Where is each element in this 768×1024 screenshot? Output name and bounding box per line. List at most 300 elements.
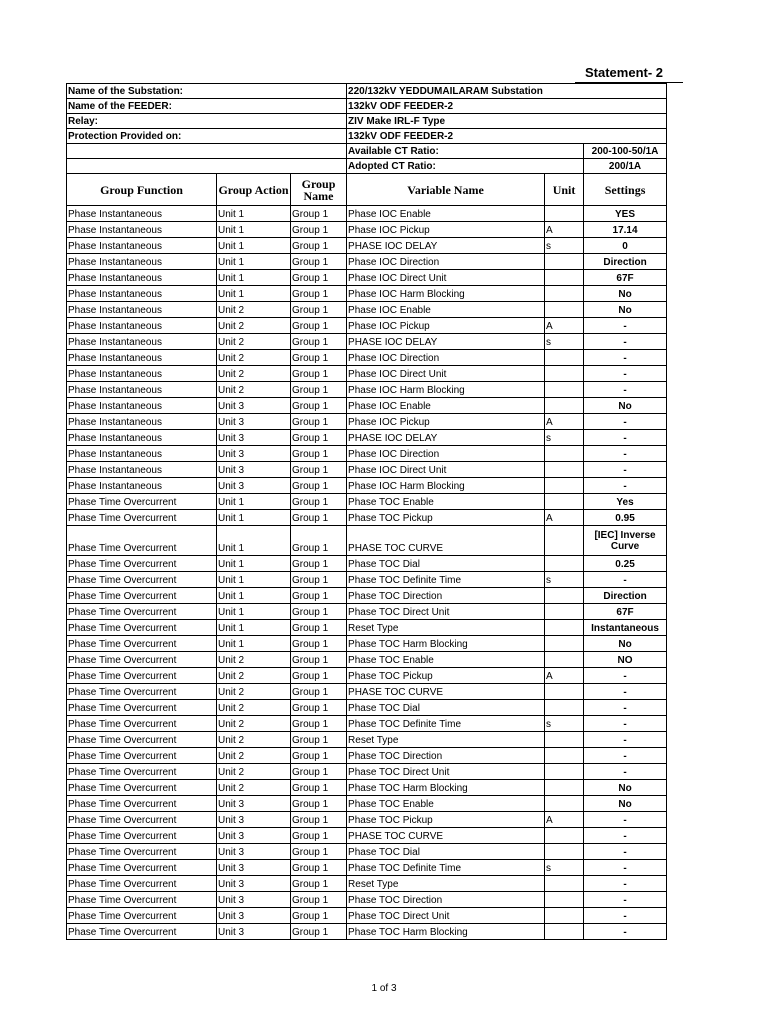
- table-row: [67, 462, 667, 478]
- cell-group-action: Unit 1: [217, 572, 291, 588]
- cell-group-name: Group 1: [291, 446, 347, 462]
- cell-variable-name: Phase IOC Enable: [347, 302, 545, 318]
- cell-group-function: Phase Time Overcurrent: [67, 636, 217, 652]
- cell-setting: 0.95: [584, 510, 667, 526]
- cell-unit: [545, 732, 584, 748]
- table-row: [67, 588, 667, 604]
- cell-variable-name: Phase IOC Harm Blocking: [347, 286, 545, 302]
- cell-variable-name: Phase IOC Harm Blocking: [347, 382, 545, 398]
- protection-label: Protection Provided on:: [67, 129, 347, 144]
- cell-setting: -: [584, 828, 667, 844]
- cell-group-function: Phase Time Overcurrent: [67, 572, 217, 588]
- cell-group-action: Unit 3: [217, 924, 291, 940]
- cell-group-function: Phase Time Overcurrent: [67, 780, 217, 796]
- cell-unit: [545, 828, 584, 844]
- cell-unit: [545, 892, 584, 908]
- available-ct-label: Available CT Ratio:: [347, 144, 584, 159]
- cell-unit: [545, 908, 584, 924]
- table-row: [67, 924, 667, 940]
- cell-group-function: Phase Time Overcurrent: [67, 684, 217, 700]
- cell-variable-name: Phase TOC Dial: [347, 700, 545, 716]
- cell-group-function: Phase Instantaneous: [67, 302, 217, 318]
- cell-setting: -: [584, 382, 667, 398]
- cell-unit: [545, 652, 584, 668]
- cell-group-name: Group 1: [291, 876, 347, 892]
- available-ct-value: 200-100-50/1A: [584, 144, 667, 159]
- cell-group-action: Unit 2: [217, 684, 291, 700]
- cell-group-function: Phase Time Overcurrent: [67, 556, 217, 572]
- cell-group-name: Group 1: [291, 556, 347, 572]
- cell-variable-name: Phase TOC Direct Unit: [347, 764, 545, 780]
- cell-group-action: Unit 3: [217, 908, 291, 924]
- cell-group-action: Unit 1: [217, 636, 291, 652]
- cell-unit: [545, 478, 584, 494]
- cell-group-action: Unit 3: [217, 398, 291, 414]
- cell-variable-name: Phase TOC Enable: [347, 796, 545, 812]
- cell-unit: s: [545, 716, 584, 732]
- cell-unit: [545, 350, 584, 366]
- table-row: [67, 908, 667, 924]
- cell-setting: -: [584, 764, 667, 780]
- cell-group-name: Group 1: [291, 494, 347, 510]
- cell-unit: [545, 366, 584, 382]
- feeder-label: Name of the FEEDER:: [67, 99, 347, 114]
- feeder-row: [67, 99, 667, 114]
- cell-group-action: Unit 2: [217, 748, 291, 764]
- table-row: [67, 414, 667, 430]
- cell-unit: [545, 206, 584, 222]
- cell-unit: A: [545, 414, 584, 430]
- cell-unit: [545, 780, 584, 796]
- cell-variable-name: Phase TOC Dial: [347, 844, 545, 860]
- cell-group-action: Unit 3: [217, 860, 291, 876]
- cell-variable-name: PHASE TOC CURVE: [347, 684, 545, 700]
- cell-unit: [545, 620, 584, 636]
- table-row: [67, 366, 667, 382]
- relay-label: Relay:: [67, 114, 347, 129]
- cell-group-function: Phase Time Overcurrent: [67, 860, 217, 876]
- cell-unit: [545, 302, 584, 318]
- cell-group-action: Unit 1: [217, 494, 291, 510]
- cell-setting: No: [584, 398, 667, 414]
- cell-variable-name: PHASE IOC DELAY: [347, 238, 545, 254]
- cell-variable-name: Phase TOC Definite Time: [347, 572, 545, 588]
- cell-group-function: Phase Time Overcurrent: [67, 716, 217, 732]
- cell-group-action: Unit 1: [217, 286, 291, 302]
- cell-unit: [545, 588, 584, 604]
- cell-variable-name: Phase TOC Direction: [347, 748, 545, 764]
- substation-row: [67, 84, 667, 99]
- cell-group-action: Unit 1: [217, 238, 291, 254]
- cell-setting: No: [584, 796, 667, 812]
- cell-unit: s: [545, 334, 584, 350]
- table-row: [67, 796, 667, 812]
- table-row: [67, 748, 667, 764]
- cell-group-function: Phase Time Overcurrent: [67, 876, 217, 892]
- cell-group-function: Phase Time Overcurrent: [67, 652, 217, 668]
- cell-group-action: Unit 1: [217, 588, 291, 604]
- table-body: [67, 206, 667, 940]
- cell-variable-name: Phase TOC Direction: [347, 892, 545, 908]
- cell-unit: A: [545, 510, 584, 526]
- cell-group-function: Phase Time Overcurrent: [67, 812, 217, 828]
- table-row: [67, 510, 667, 526]
- cell-group-name: Group 1: [291, 302, 347, 318]
- table-row: [67, 812, 667, 828]
- cell-unit: s: [545, 572, 584, 588]
- cell-group-name: Group 1: [291, 222, 347, 238]
- cell-setting: -: [584, 318, 667, 334]
- cell-unit: s: [545, 430, 584, 446]
- cell-group-name: Group 1: [291, 716, 347, 732]
- cell-group-function: Phase Instantaneous: [67, 446, 217, 462]
- cell-variable-name: Phase IOC Direct Unit: [347, 462, 545, 478]
- table-row: [67, 636, 667, 652]
- cell-group-action: Unit 2: [217, 302, 291, 318]
- cell-variable-name: Phase TOC Enable: [347, 652, 545, 668]
- cell-group-name: Group 1: [291, 462, 347, 478]
- cell-variable-name: Phase IOC Pickup: [347, 222, 545, 238]
- cell-group-name: Group 1: [291, 430, 347, 446]
- table-row: [67, 716, 667, 732]
- col-group-function: Group Function: [67, 174, 217, 206]
- cell-group-function: Phase Time Overcurrent: [67, 796, 217, 812]
- cell-setting: No: [584, 286, 667, 302]
- cell-setting: NO: [584, 652, 667, 668]
- table-row: [67, 222, 667, 238]
- cell-setting: -: [584, 366, 667, 382]
- cell-variable-name: Phase TOC Direction: [347, 588, 545, 604]
- cell-setting: Yes: [584, 494, 667, 510]
- cell-setting: 67F: [584, 604, 667, 620]
- table-row: [67, 382, 667, 398]
- cell-unit: A: [545, 668, 584, 684]
- cell-group-name: Group 1: [291, 588, 347, 604]
- cell-variable-name: PHASE TOC CURVE: [347, 526, 545, 556]
- table-row: [67, 732, 667, 748]
- cell-unit: [545, 876, 584, 892]
- cell-setting: -: [584, 430, 667, 446]
- adopted-ct-value: 200/1A: [584, 159, 667, 174]
- col-group-action: Group Action: [217, 174, 291, 206]
- cell-group-action: Unit 3: [217, 892, 291, 908]
- cell-group-function: Phase Time Overcurrent: [67, 620, 217, 636]
- cell-group-name: Group 1: [291, 796, 347, 812]
- cell-group-name: Group 1: [291, 924, 347, 940]
- table-row: [67, 652, 667, 668]
- cell-variable-name: Phase TOC Direct Unit: [347, 604, 545, 620]
- cell-group-function: Phase Time Overcurrent: [67, 892, 217, 908]
- relay-value: ZIV Make IRL-F Type: [347, 114, 667, 129]
- cell-setting: -: [584, 732, 667, 748]
- cell-setting: -: [584, 908, 667, 924]
- table-row: [67, 430, 667, 446]
- table-row: [67, 892, 667, 908]
- cell-group-function: Phase Time Overcurrent: [67, 732, 217, 748]
- cell-group-action: Unit 3: [217, 796, 291, 812]
- cell-unit: [545, 556, 584, 572]
- cell-variable-name: Phase IOC Pickup: [347, 318, 545, 334]
- cell-group-name: Group 1: [291, 238, 347, 254]
- cell-group-function: Phase Instantaneous: [67, 318, 217, 334]
- cell-group-name: Group 1: [291, 350, 347, 366]
- cell-group-function: Phase Time Overcurrent: [67, 588, 217, 604]
- cell-variable-name: Reset Type: [347, 732, 545, 748]
- cell-group-function: Phase Instantaneous: [67, 334, 217, 350]
- adopted-ct-label: Adopted CT Ratio:: [347, 159, 584, 174]
- cell-variable-name: Phase TOC Definite Time: [347, 860, 545, 876]
- cell-setting: -: [584, 414, 667, 430]
- cell-unit: s: [545, 860, 584, 876]
- cell-variable-name: Phase TOC Pickup: [347, 812, 545, 828]
- cell-unit: s: [545, 238, 584, 254]
- cell-group-function: Phase Time Overcurrent: [67, 908, 217, 924]
- cell-group-action: Unit 2: [217, 652, 291, 668]
- cell-setting: -: [584, 334, 667, 350]
- cell-setting: -: [584, 844, 667, 860]
- cell-group-function: Phase Instantaneous: [67, 286, 217, 302]
- cell-unit: [545, 398, 584, 414]
- cell-group-action: Unit 1: [217, 254, 291, 270]
- cell-setting: No: [584, 636, 667, 652]
- cell-group-action: Unit 3: [217, 462, 291, 478]
- cell-unit: [545, 748, 584, 764]
- cell-group-name: Group 1: [291, 748, 347, 764]
- cell-setting: 0.25: [584, 556, 667, 572]
- cell-unit: [545, 700, 584, 716]
- cell-group-name: Group 1: [291, 652, 347, 668]
- cell-group-name: Group 1: [291, 572, 347, 588]
- table-row: [67, 684, 667, 700]
- cell-group-function: Phase Instantaneous: [67, 206, 217, 222]
- column-header-row: [67, 174, 667, 206]
- substation-label: Name of the Substation:: [67, 84, 347, 99]
- table-row: [67, 668, 667, 684]
- cell-group-name: Group 1: [291, 398, 347, 414]
- cell-group-action: Unit 2: [217, 732, 291, 748]
- cell-group-name: Group 1: [291, 700, 347, 716]
- cell-group-function: Phase Instantaneous: [67, 238, 217, 254]
- cell-group-function: Phase Time Overcurrent: [67, 748, 217, 764]
- cell-group-name: Group 1: [291, 636, 347, 652]
- cell-group-name: Group 1: [291, 334, 347, 350]
- cell-group-action: Unit 3: [217, 844, 291, 860]
- cell-unit: [545, 270, 584, 286]
- cell-group-action: Unit 1: [217, 222, 291, 238]
- cell-group-action: Unit 2: [217, 780, 291, 796]
- cell-variable-name: PHASE IOC DELAY: [347, 430, 545, 446]
- cell-setting: -: [584, 462, 667, 478]
- cell-setting: 0: [584, 238, 667, 254]
- cell-setting: -: [584, 716, 667, 732]
- cell-unit: [545, 796, 584, 812]
- cell-group-function: Phase Instantaneous: [67, 462, 217, 478]
- cell-group-name: Group 1: [291, 510, 347, 526]
- cell-setting: -: [584, 876, 667, 892]
- cell-group-action: Unit 2: [217, 334, 291, 350]
- cell-variable-name: Phase TOC Pickup: [347, 668, 545, 684]
- cell-group-action: Unit 2: [217, 382, 291, 398]
- cell-group-name: Group 1: [291, 604, 347, 620]
- cell-setting: Direction: [584, 588, 667, 604]
- table-row: [67, 876, 667, 892]
- feeder-value: 132kV ODF FEEDER-2: [347, 99, 667, 114]
- cell-setting: -: [584, 892, 667, 908]
- cell-group-action: Unit 3: [217, 414, 291, 430]
- cell-unit: [545, 924, 584, 940]
- col-variable-name: Variable Name: [347, 174, 545, 206]
- col-unit: Unit: [545, 174, 584, 206]
- col-group-name: Group Name: [291, 174, 347, 206]
- cell-group-action: Unit 1: [217, 510, 291, 526]
- cell-variable-name: Reset Type: [347, 620, 545, 636]
- cell-variable-name: Phase TOC Pickup: [347, 510, 545, 526]
- table-row: [67, 700, 667, 716]
- cell-group-action: Unit 2: [217, 716, 291, 732]
- available-ct-blank: [67, 144, 347, 159]
- cell-unit: A: [545, 222, 584, 238]
- cell-group-function: Phase Instantaneous: [67, 398, 217, 414]
- cell-unit: A: [545, 812, 584, 828]
- cell-group-action: Unit 1: [217, 526, 291, 556]
- cell-group-action: Unit 1: [217, 206, 291, 222]
- cell-variable-name: Phase IOC Enable: [347, 206, 545, 222]
- cell-variable-name: PHASE TOC CURVE: [347, 828, 545, 844]
- table-row: [67, 604, 667, 620]
- col-settings: Settings: [584, 174, 667, 206]
- cell-variable-name: Phase IOC Harm Blocking: [347, 478, 545, 494]
- cell-group-name: Group 1: [291, 382, 347, 398]
- cell-group-name: Group 1: [291, 732, 347, 748]
- cell-unit: A: [545, 318, 584, 334]
- cell-variable-name: PHASE IOC DELAY: [347, 334, 545, 350]
- cell-variable-name: Phase TOC Harm Blocking: [347, 924, 545, 940]
- cell-unit: [545, 462, 584, 478]
- cell-group-name: Group 1: [291, 908, 347, 924]
- cell-group-action: Unit 3: [217, 446, 291, 462]
- cell-unit: [545, 446, 584, 462]
- table-row: [67, 270, 667, 286]
- table-row: [67, 254, 667, 270]
- cell-group-function: Phase Instantaneous: [67, 366, 217, 382]
- cell-group-name: Group 1: [291, 286, 347, 302]
- cell-group-function: Phase Time Overcurrent: [67, 510, 217, 526]
- table-row: [67, 780, 667, 796]
- table-row: [67, 398, 667, 414]
- cell-group-function: Phase Time Overcurrent: [67, 764, 217, 780]
- cell-group-function: Phase Time Overcurrent: [67, 668, 217, 684]
- cell-group-function: Phase Time Overcurrent: [67, 844, 217, 860]
- cell-variable-name: Phase IOC Direction: [347, 254, 545, 270]
- table-row: [67, 206, 667, 222]
- cell-group-action: Unit 3: [217, 828, 291, 844]
- cell-unit: [545, 254, 584, 270]
- cell-group-action: Unit 3: [217, 876, 291, 892]
- cell-variable-name: Phase IOC Direction: [347, 446, 545, 462]
- relay-row: [67, 114, 667, 129]
- cell-group-function: Phase Instantaneous: [67, 270, 217, 286]
- cell-group-name: Group 1: [291, 892, 347, 908]
- cell-group-name: Group 1: [291, 780, 347, 796]
- adopted-ct-row: [67, 159, 667, 174]
- cell-group-name: Group 1: [291, 668, 347, 684]
- cell-group-name: Group 1: [291, 764, 347, 780]
- cell-setting: Direction: [584, 254, 667, 270]
- cell-unit: [545, 604, 584, 620]
- cell-setting: 17.14: [584, 222, 667, 238]
- cell-group-action: Unit 1: [217, 556, 291, 572]
- cell-variable-name: Phase IOC Direct Unit: [347, 270, 545, 286]
- statement-title: Statement- 2: [585, 65, 664, 80]
- cell-setting: Instantaneous: [584, 620, 667, 636]
- table-row: [67, 860, 667, 876]
- cell-group-action: Unit 1: [217, 620, 291, 636]
- cell-variable-name: Phase IOC Enable: [347, 398, 545, 414]
- cell-group-function: Phase Instantaneous: [67, 430, 217, 446]
- cell-variable-name: Phase TOC Harm Blocking: [347, 636, 545, 652]
- available-ct-row: [67, 144, 667, 159]
- cell-unit: [545, 494, 584, 510]
- cell-setting: -: [584, 700, 667, 716]
- cell-group-action: Unit 2: [217, 700, 291, 716]
- cell-group-action: Unit 2: [217, 350, 291, 366]
- cell-group-name: Group 1: [291, 684, 347, 700]
- table-row: [67, 620, 667, 636]
- cell-group-action: Unit 3: [217, 812, 291, 828]
- cell-variable-name: Phase TOC Enable: [347, 494, 545, 510]
- cell-group-function: Phase Time Overcurrent: [67, 494, 217, 510]
- table-row: [67, 350, 667, 366]
- cell-unit: [545, 684, 584, 700]
- cell-unit: [545, 382, 584, 398]
- cell-group-action: Unit 1: [217, 270, 291, 286]
- cell-group-function: Phase Instantaneous: [67, 222, 217, 238]
- cell-group-action: Unit 2: [217, 764, 291, 780]
- cell-group-function: Phase Time Overcurrent: [67, 924, 217, 940]
- cell-unit: [545, 286, 584, 302]
- cell-setting: -: [584, 684, 667, 700]
- cell-variable-name: Phase TOC Definite Time: [347, 716, 545, 732]
- cell-setting: No: [584, 302, 667, 318]
- cell-setting: -: [584, 668, 667, 684]
- cell-group-function: Phase Time Overcurrent: [67, 604, 217, 620]
- cell-group-function: Phase Instantaneous: [67, 382, 217, 398]
- cell-setting: -: [584, 478, 667, 494]
- cell-unit: [545, 526, 584, 556]
- cell-variable-name: Phase TOC Direct Unit: [347, 908, 545, 924]
- table-row: [67, 526, 667, 556]
- cell-group-function: Phase Time Overcurrent: [67, 700, 217, 716]
- cell-group-function: Phase Time Overcurrent: [67, 828, 217, 844]
- cell-group-name: Group 1: [291, 860, 347, 876]
- cell-setting: -: [584, 812, 667, 828]
- cell-group-action: Unit 3: [217, 478, 291, 494]
- cell-variable-name: Phase TOC Harm Blocking: [347, 780, 545, 796]
- cell-group-action: Unit 2: [217, 668, 291, 684]
- table-row: [67, 318, 667, 334]
- cell-group-name: Group 1: [291, 254, 347, 270]
- cell-group-name: Group 1: [291, 812, 347, 828]
- cell-setting: -: [584, 446, 667, 462]
- table-row: [67, 572, 667, 588]
- cell-group-name: Group 1: [291, 270, 347, 286]
- cell-setting: YES: [584, 206, 667, 222]
- cell-variable-name: Phase IOC Direction: [347, 350, 545, 366]
- cell-group-function: Phase Instantaneous: [67, 414, 217, 430]
- protection-row: [67, 129, 667, 144]
- cell-group-name: Group 1: [291, 526, 347, 556]
- cell-group-name: Group 1: [291, 318, 347, 334]
